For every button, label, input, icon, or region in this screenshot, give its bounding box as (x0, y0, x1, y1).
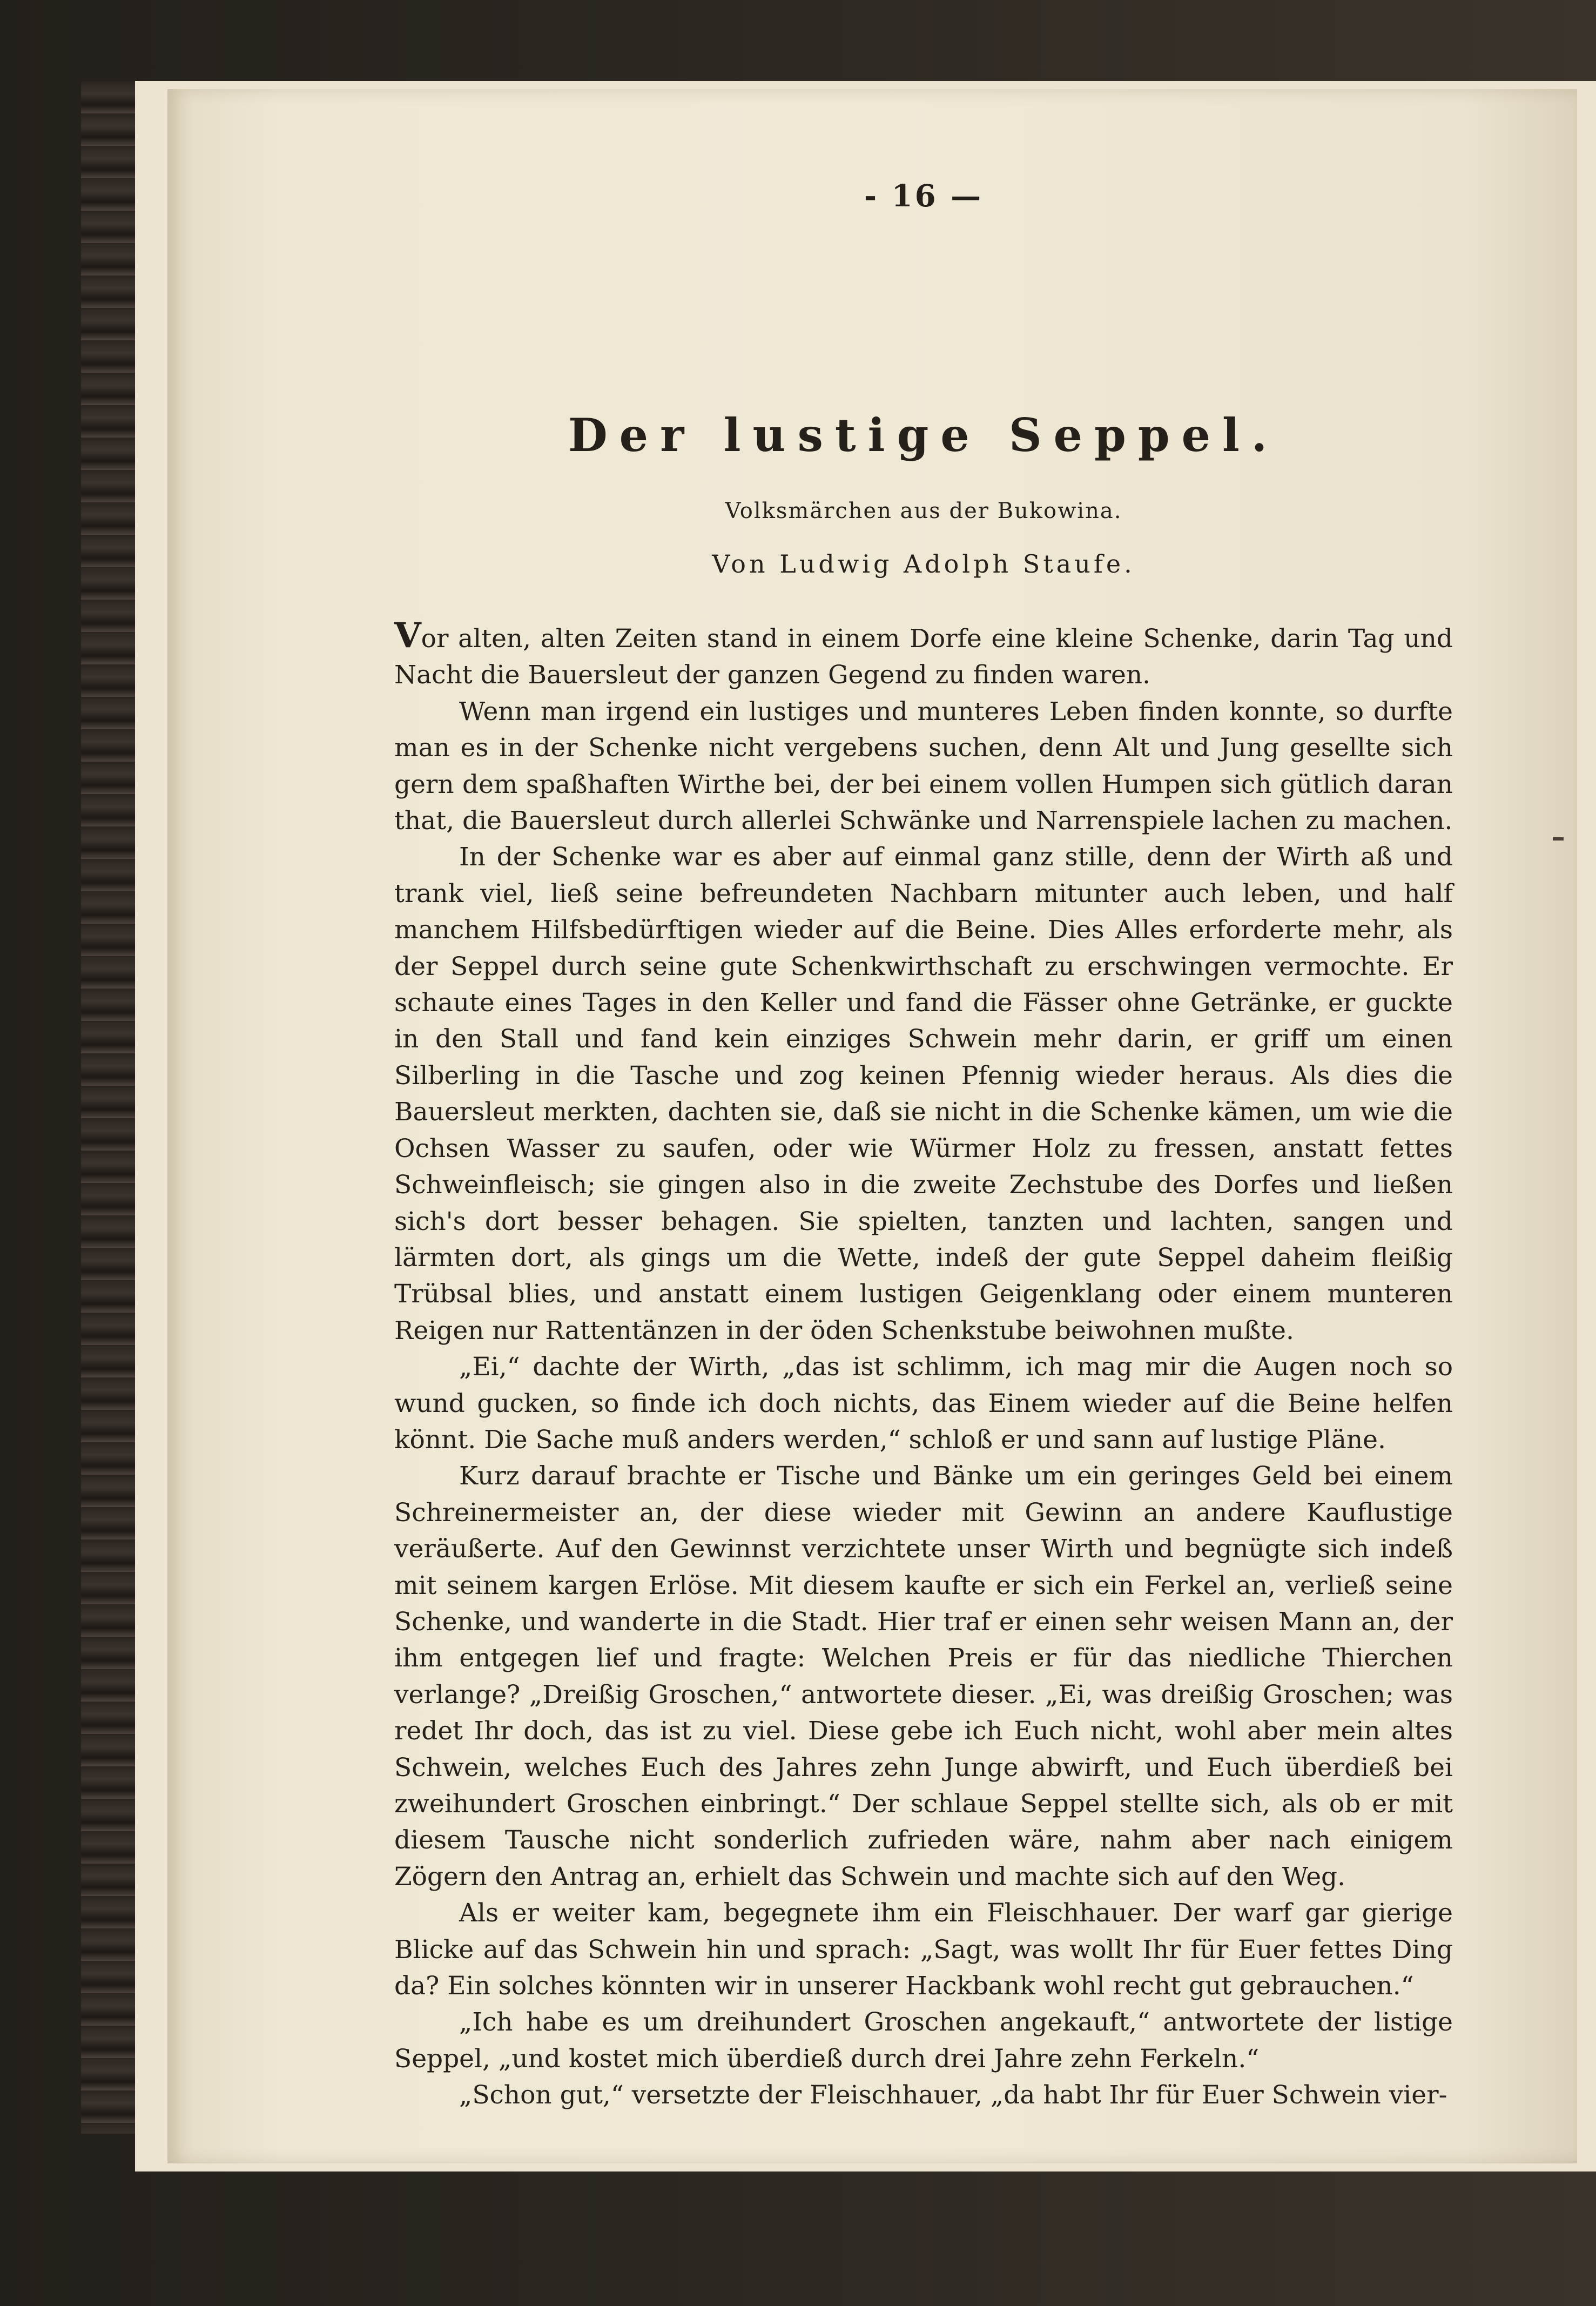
page-number: - 16 — (864, 178, 984, 214)
paragraph-5: Kurz darauf brachte er Tische und Bänke um ein geringes Geld bei einem Schreinermeister an, der diese wieder mit Gewinn an andere Kauflustige veräußerte. Auf den Gewinnst verzichtete unser Wirth und begnügte sich indeß mit seinem kargen Erlöse. Mit diesem kaufte er sich ein Ferkel an, verließ seine Schenke, und wanderte in die Stadt. Hier traf er einen sehr weisen Mann an, der ihm entgegen lief und fragte: Welchen Preis er für das niedliche Thierchen verlange? „Dreißig Groschen,“ antwortete dieser. „Ei, was dreißig Groschen; was redet Ihr doch, das ist zu viel. Diese gebe ich Euch nicht, wohl aber mein altes Schwein, welches Euch des Jahres zehn Junge abwirft, und Euch überdieß bei zweihundert Groschen einbringt.“ Der schlaue Seppel stellte sich, als ob er mit diesem Tausche nicht sonderlich zufrieden wäre, nahm aber nach einigem Zögern den Antrag an, erhielt das Schwein und machte sich auf den Weg. (394, 1461, 1453, 1892)
author-line: Von Ludwig Adolph Staufe. (712, 549, 1135, 579)
paragraph-6: Als er weiter kam, begegnete ihm ein Fleischhauer. Der warf gar gierige Blicke auf das Schwein hin und sprach: „Sagt, was wollt Ihr für Euer fettes Ding da? Ein solches könnten wir in unserer Hackbank wohl recht gut gebrauchen.“ (394, 1898, 1453, 2001)
page-content (394, 178, 1453, 2114)
drop-cap: V (394, 615, 421, 656)
story-subtitle: Volksmärchen aus der Bukowina. (725, 499, 1122, 523)
paragraph-3: In der Schenke war es aber auf einmal ganz stille, denn der Wirth aß und trank viel, ließ seine befreundeten Nachbarn mitunter auch leben, und half manchem Hilfsbedürftigen wieder auf die Beine. Dies Alles erforderte mehr, als der Seppel durch seine gute Schenkwirthschaft zu erschwingen vermochte. Er schaute eines Tages in den Keller und fand die Fässer ohne Getränke, er guckte in den Stall und fand kein einziges Schwein mehr darin, er griff um einen Silberling in die Tasche und zog keinen Pfennig wieder heraus. Als dies die Bauersleut merkten, dachten sie, daß sie nicht in die Schenke kämen, um wie die Ochsen Wasser zu saufen, oder wie Würmer Holz zu fressen, anstatt fettes Schweinfleisch; sie gingen also in die zweite Zechstube des Dorfes und ließen sich's dort besser behagen. Sie spielten, tanzten und lachten, sangen und lärmten dort, als gings um die Wette, indeß der gute Seppel daheim fleißig Trübsal blies, und anstatt einem lustigen Geigenklang oder einem munteren Reigen nur Rattentänzen in der öden Schenkstube beiwohnen mußte. (394, 842, 1453, 1346)
paragraph-1-text: or alten, alten Zeiten stand in einem Dorfe eine kleine Schenke, darin Tag und Nacht die Bauersleut der ganzen Gegend zu finden waren. (394, 624, 1453, 690)
page-mark (1553, 837, 1564, 841)
paragraph-8: „Schon gut,“ versetzte der Fleischhauer, „da habt Ihr für Euer Schwein vier- (459, 2080, 1447, 2110)
paragraph-2: Wenn man irgend ein lustiges und munteres Leben finden konnte, so durfte man es in der Schenke nicht vergebens suchen, denn Alt und Jung gesellte sich gern dem spaßhaften Wirthe bei, der bei einem vollen Humpen sich gütlich daran that, die Bauersleut durch allerlei Schwänke und Narrenspiele lachen zu machen. (394, 696, 1453, 836)
paragraph-4: „Ei,“ dachte der Wirth, „das ist schlimm, ich mag mir die Augen noch so wund gucken, so finde ich doch nichts, das Einem wieder auf die Beine helfen könnt. Die Sache muß anders werden,“ schloß er und sann auf lustige Pläne. (394, 1352, 1453, 1455)
paragraph-7: „Ich habe es um dreihundert Groschen angekauft,“ antwortete der listige Seppel, „und kostet mich überdieß durch drei Jahre zehn Ferkeln.“ (394, 2007, 1453, 2074)
story-title: Der lustige Seppel. (568, 408, 1280, 462)
body-text (394, 617, 1453, 2114)
paragraph-1 (394, 617, 1453, 694)
